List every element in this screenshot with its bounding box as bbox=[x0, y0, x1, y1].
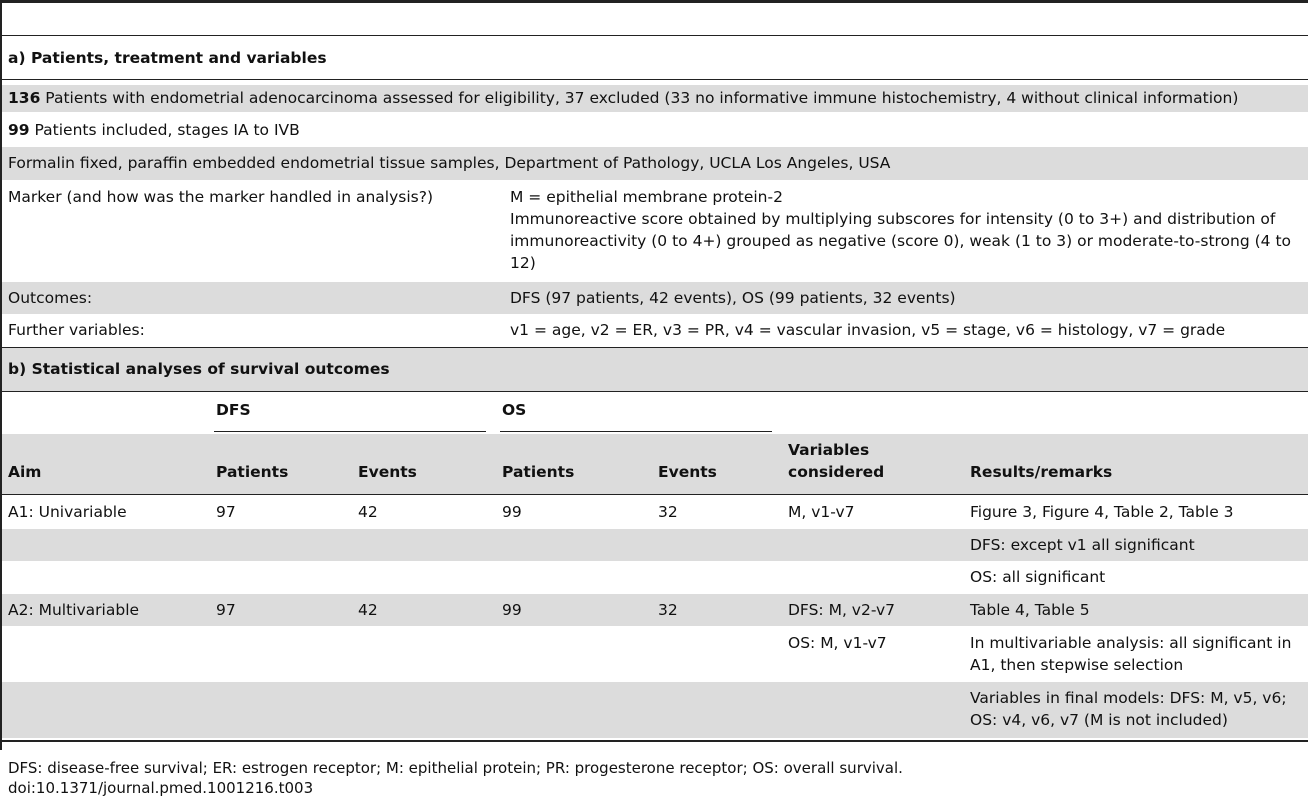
col-dfs-events: Events bbox=[358, 463, 417, 481]
dfs-group-underline bbox=[214, 431, 486, 432]
group-header-os: OS bbox=[502, 401, 527, 419]
marker-description: Immunoreactive score obtained by multiplying subscores for intensity (0 to 3+) and distribution of immunoreactivity (0 to 4+) grouped as negative (score 0), weak (1 to 3) or moderate-to-strong (4 to 12) bbox=[510, 210, 1292, 272]
footnote: DFS: disease-free survival; ER: estrogen receptor; M: epithelial protein; PR: progesterone receptor; OS: overall survival. bbox=[8, 759, 903, 777]
marker-label: Marker (and how was the marker handled in analysis?) bbox=[8, 188, 434, 206]
doi: doi:10.1371/journal.pmed.1001216.t003 bbox=[8, 779, 314, 797]
a2-aim: A2: Multivariable bbox=[8, 601, 140, 619]
col-os-patients: Patients bbox=[502, 463, 575, 481]
a2-results-final-models: Variables in final models: DFS: M, v5, v6; OS: v4, v6, v7 (M is not included) bbox=[970, 689, 1287, 729]
further-variables-label: Further variables: bbox=[8, 321, 145, 339]
rule bbox=[2, 35, 1308, 36]
included-text: Patients included, stages IA to IVB bbox=[34, 121, 300, 139]
a2-os-events: 32 bbox=[658, 601, 678, 619]
section-a-heading: a) Patients, treatment and variables bbox=[8, 49, 327, 67]
a2-dfs-patients: 97 bbox=[216, 601, 236, 619]
included-row bbox=[8, 119, 300, 141]
a2-variables-dfs: DFS: M, v2-v7 bbox=[788, 601, 896, 619]
col-aim: Aim bbox=[8, 463, 42, 481]
samples-row: Formalin fixed, paraffin embedded endometrial tissue samples, Department of Pathology, UCLA Los Angeles, USA bbox=[8, 154, 891, 172]
a1-os-patients: 99 bbox=[502, 503, 522, 521]
a1-variables: M, v1-v7 bbox=[788, 503, 855, 521]
bottom-rule bbox=[2, 740, 1308, 742]
col-dfs-patients: Patients bbox=[216, 463, 289, 481]
a2-variables-os: OS: M, v1-v7 bbox=[788, 634, 887, 652]
a1-aim: A1: Univariable bbox=[8, 503, 127, 521]
included-count: 99 bbox=[8, 121, 30, 139]
rule bbox=[2, 391, 1308, 392]
col-results-remarks: Results/remarks bbox=[970, 463, 1113, 481]
os-group-underline bbox=[500, 431, 772, 432]
a1-dfs-patients: 97 bbox=[216, 503, 236, 521]
eligibility-row bbox=[8, 87, 1238, 109]
a1-os-events: 32 bbox=[658, 503, 678, 521]
marker-definition: M = epithelial membrane protein-2 bbox=[510, 188, 783, 206]
col-os-events: Events bbox=[658, 463, 717, 481]
outcomes-label: Outcomes: bbox=[8, 289, 93, 307]
a1-dfs-events: 42 bbox=[358, 503, 378, 521]
rule bbox=[2, 79, 1308, 80]
col-variables-considered: Variables considered bbox=[788, 441, 885, 481]
further-variables-value: v1 = age, v2 = ER, v3 = PR, v4 = vascular invasion, v5 = stage, v6 = histology, v7 = grade bbox=[510, 321, 1226, 339]
eligibility-text: Patients with endometrial adenocarcinoma assessed for eligibility, 37 excluded (33 no informative immune histochemistry, 4 without clinical information) bbox=[45, 89, 1239, 107]
outcomes-value: DFS (97 patients, 42 events), OS (99 patients, 32 events) bbox=[510, 289, 956, 307]
a1-results-dfs: DFS: except v1 all significant bbox=[970, 536, 1195, 554]
group-header-dfs: DFS bbox=[216, 401, 251, 419]
row-band bbox=[2, 594, 1308, 626]
top-rule bbox=[2, 0, 1308, 3]
rule bbox=[2, 347, 1308, 348]
section-b-heading: b) Statistical analyses of survival outcomes bbox=[8, 360, 390, 378]
a2-os-patients: 99 bbox=[502, 601, 522, 619]
a2-results: Table 4, Table 5 bbox=[970, 601, 1090, 619]
a2-results-multivariable: In multivariable analysis: all significant in A1, then stepwise selection bbox=[970, 634, 1292, 674]
a1-results-os: OS: all significant bbox=[970, 568, 1106, 586]
rule bbox=[2, 494, 1308, 495]
a2-dfs-events: 42 bbox=[358, 601, 378, 619]
a1-results: Figure 3, Figure 4, Table 2, Table 3 bbox=[970, 503, 1234, 521]
eligibility-count: 136 bbox=[8, 89, 41, 107]
